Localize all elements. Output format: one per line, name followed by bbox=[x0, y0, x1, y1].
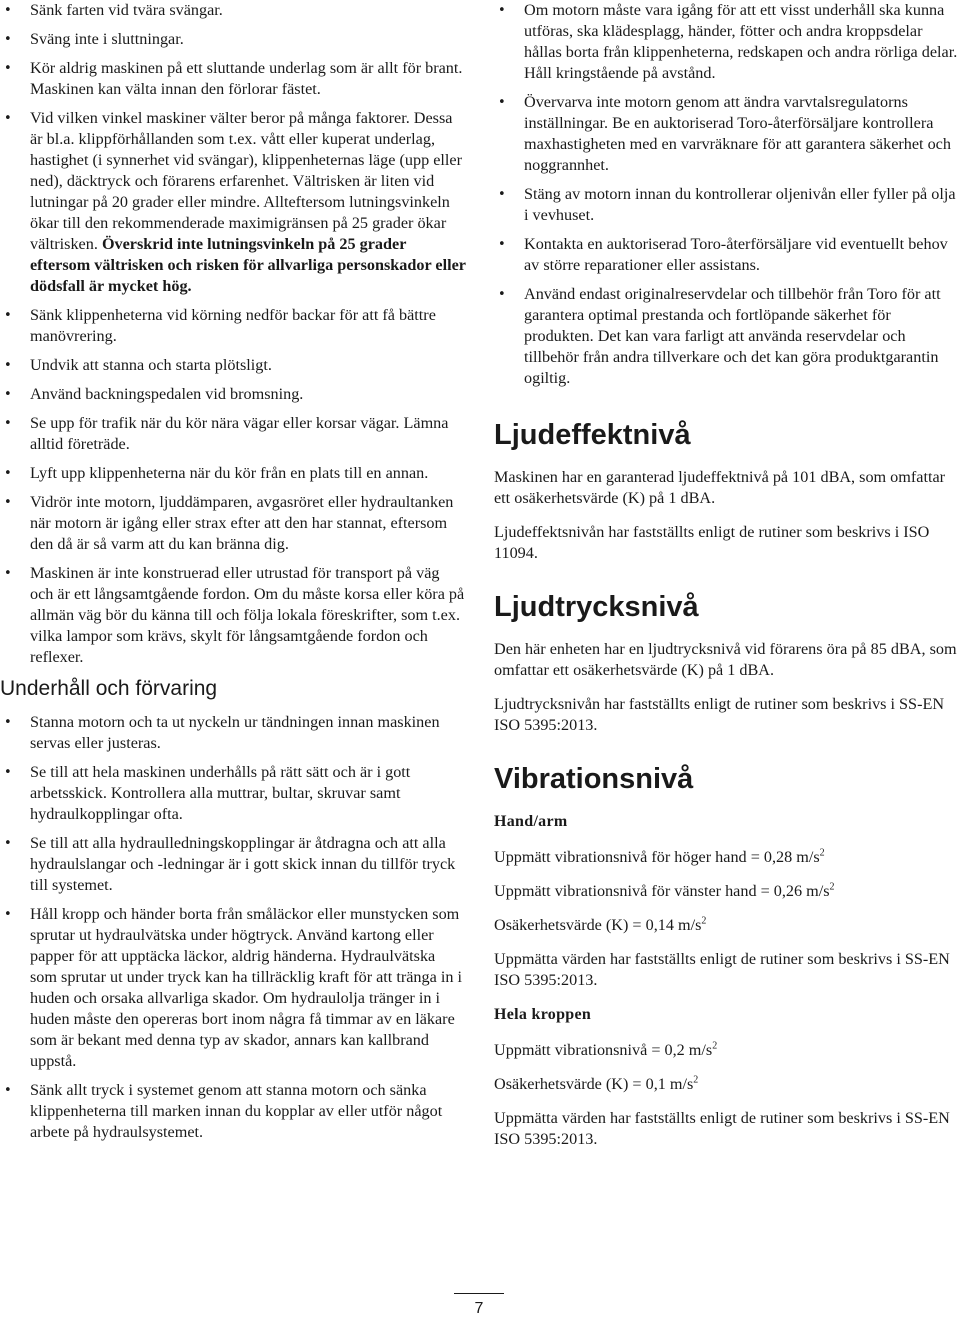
sound-pressure-text: Den här enheten har en ljudtrycksnivå vid förarens öra på 85 dBA, som omfattar ett osäkerhetsvärde (K) på 1 dBA. bbox=[494, 640, 957, 679]
body-uncertainty-text: Osäkerhetsvärde (K) = 0,1 m/s bbox=[494, 1075, 694, 1093]
list-item: • Håll kropp och händer borta från småläckor eller munstycken som sprutar ut hydraulvätska under högtryck. Använd kartong eller papper för att upptäcka läckor, aldrig händerna. Hydraulvätska som sprutar ut under tryck kan ha tillräcklig kraft för att tränga in i huden och orsaka allvarliga skador. Om hydraulolja tränger in i huden måste den opereras bort inom några få timmar av en läkare som är bekant med denna typ av skador, annars kan kallbrand uppstå. bbox=[0, 904, 466, 1072]
hand-right-text: Uppmätt vibrationsnivå för höger hand = 0,28 m/s bbox=[494, 848, 820, 866]
superscript: 2 bbox=[693, 1074, 699, 1086]
maintenance-list-continued bbox=[494, 0, 960, 389]
maintenance-list bbox=[0, 712, 466, 1143]
list-item: • Övervarva inte motorn genom att ändra varvtalsregulatorns inställningar. Be en auktoriserad Toro-återförsäljare kontrollera maxhastigheten med en varvräknare för att garantera säkerhet och noggrannhet. bbox=[494, 92, 960, 176]
hand-standard-note: Uppmätta värden har fastställts enligt de rutiner som beskrivs i SS-EN ISO 5395:2013. bbox=[494, 950, 950, 989]
sound-pressure-standard: Ljudtrycksnivån har fastställts enligt de rutiner som beskrivs i SS-EN ISO 5395:2013. bbox=[494, 695, 945, 734]
list-item: • Vidrör inte motorn, ljuddämparen, avgasröret eller hydraultanken när motorn är igång eller strax efter att den har stannat, eftersom den då är så varm att du kan bränna dig. bbox=[0, 492, 466, 555]
slope-text: Vid vilken vinkel maskiner välter beror på många faktorer. Dessa är bl.a. klippförhållanden som t.ex. vått eller kuperat underlag, hastighet (i synnerhet vid svängar), klippenheternas läge (upp eller ned), däcktryck och förarens erfarenhet. Vältrisken är liten vid lutningar på 20 grader eller mindre. Allteftersom lutningsvinkeln ökar till den rekommenderade maximigränsen på 25 grader ökar vältrisken. bbox=[30, 109, 462, 253]
body-value bbox=[494, 1040, 960, 1061]
list-item: • Sänk allt tryck i systemet genom att stanna motorn och sänka klippenheterna till marken innan du kopplar av eller utför något arbete på hydraulsystemet. bbox=[0, 1080, 466, 1143]
list-item: • Använd endast originalreservdelar och tillbehör från Toro för att garantera optimal prestanda och fortlöpande säkerhet för produkten. Det kan vara farligt att använda reservdelar och tillbehör från andra tillverkare och det kan göra produktgarantin ogiltig. bbox=[494, 284, 960, 389]
hand-right-value bbox=[494, 847, 960, 868]
hand-left-text: Uppmätt vibrationsnivå för vänster hand = 0,26 m/s bbox=[494, 882, 830, 900]
sound-power-heading: Ljudeffektnivå bbox=[494, 419, 691, 451]
list-item: • Undvik att stanna och starta plötsligt. bbox=[0, 355, 466, 376]
list-item: • Se till att hela maskinen underhålls på rätt sätt och är i gott arbetsskick. Kontrollera alla muttrar, bultar, skruvar samt hydraulkopplingar ofta. bbox=[0, 762, 466, 825]
superscript: 2 bbox=[819, 847, 825, 859]
list-item: • Sänk klippenheterna vid körning nedför backar för att få bättre manövrering. bbox=[0, 305, 466, 347]
sound-power-standard: Ljudeffektsnivån har fastställts enligt de rutiner som beskrivs i ISO 11094. bbox=[494, 523, 930, 562]
right-column bbox=[494, 0, 960, 1163]
list-item: • Maskinen är inte konstruerad eller utrustad för transport på väg och är ett långsamtgående fordon. Om du måste korsa eller köra på allmän väg bör du känna till och följa lokala föreskrifter, som t.ex. vilka lampor som krävs, skylt för långsamtgående fordon och reflexer. bbox=[0, 563, 466, 668]
list-item-slope-warning bbox=[0, 108, 466, 297]
list-item: • Om motorn måste vara igång för att ett visst underhåll ska kunna utföras, ska klädesplagg, händer, fötter och andra kroppsdelar hållas borta från klippenheterna, redskapen och andra rörliga delar. Håll kringstående på avstånd. bbox=[494, 0, 960, 84]
safety-list bbox=[0, 0, 466, 668]
list-item: • Kör aldrig maskinen på ett sluttande underlag som är allt för brant. Maskinen kan välta innan den förlorar fästet. bbox=[0, 58, 466, 100]
body-value-text: Uppmätt vibrationsnivå = 0,2 m/s bbox=[494, 1041, 713, 1059]
sound-pressure-heading: Ljudtrycksnivå bbox=[494, 591, 699, 623]
list-item: • Stäng av motorn innan du kontrollerar oljenivån eller fyller på olja i vevhuset. bbox=[494, 184, 960, 226]
body-standard-note: Uppmätta värden har fastställts enligt de rutiner som beskrivs i SS-EN ISO 5395:2013. bbox=[494, 1109, 950, 1148]
whole-body-heading: Hela kroppen bbox=[494, 1006, 592, 1023]
list-item: • Sänk farten vid tvära svängar. bbox=[0, 0, 466, 21]
list-item: • Använd backningspedalen vid bromsning. bbox=[0, 384, 466, 405]
superscript: 2 bbox=[712, 1040, 718, 1052]
list-item: • Sväng inte i sluttningar. bbox=[0, 29, 466, 50]
list-item: • Lyft upp klippenheterna när du kör från en plats till en annan. bbox=[0, 463, 466, 484]
superscript: 2 bbox=[701, 915, 707, 927]
maintenance-heading: Underhåll och förvaring bbox=[0, 677, 218, 700]
left-column bbox=[0, 0, 466, 1151]
vibration-heading: Vibrationsnivå bbox=[494, 763, 694, 795]
list-item: • Kontakta en auktoriserad Toro-återförsäljare vid eventuellt behov av större reparationer eller assistans. bbox=[494, 234, 960, 276]
hand-arm-heading: Hand/arm bbox=[494, 813, 568, 830]
list-item: • Se till att alla hydraulledningskopplingar är åtdragna och att alla hydraulslangar och -ledningar är i gott skick innan du tillför tryck till systemet. bbox=[0, 833, 466, 896]
superscript: 2 bbox=[829, 881, 835, 893]
list-item: • Stanna motorn och ta ut nyckeln ur tändningen innan maskinen servas eller justeras. bbox=[0, 712, 466, 754]
body-uncertainty bbox=[494, 1074, 960, 1095]
list-item: • Se upp för trafik när du kör nära vägar eller korsar vägar. Lämna alltid företräde. bbox=[0, 413, 466, 455]
hand-uncertainty bbox=[494, 915, 960, 936]
slope-bold-warning: Överskrid inte lutningsvinkeln på 25 grader eftersom vältrisken och risken för allvarliga personskador eller dödsfall är mycket hög. bbox=[30, 235, 466, 295]
hand-left-value bbox=[494, 881, 960, 902]
sound-power-text: Maskinen har en garanterad ljudeffektnivå på 101 dBA, som omfattar ett osäkerhetsvärde (K) på 1 dBA. bbox=[494, 468, 946, 507]
page-number: 7 bbox=[454, 1293, 504, 1318]
hand-uncertainty-text: Osäkerhetsvärde (K) = 0,14 m/s bbox=[494, 916, 702, 934]
